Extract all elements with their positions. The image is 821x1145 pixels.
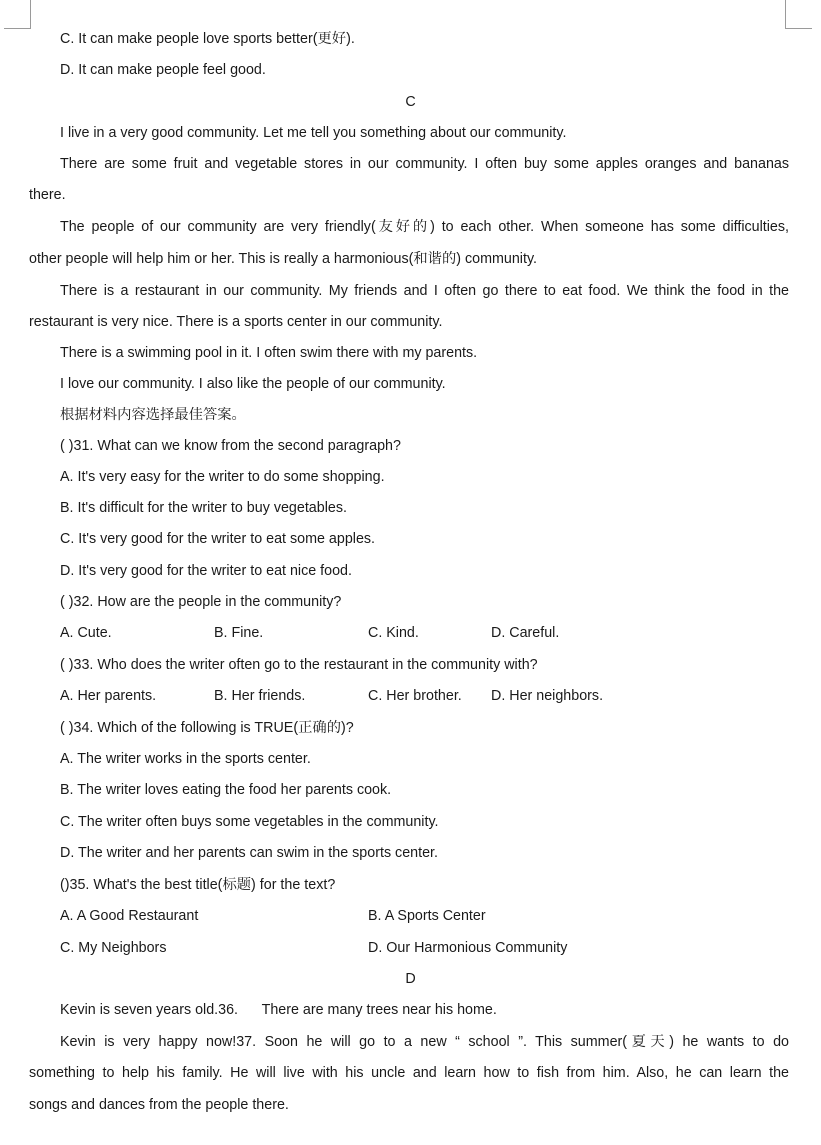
passage-c-paragraph-2-line-1: There are some fruit and vegetable stores in our community. I often buy some apples oranges and bananas <box>60 156 789 172</box>
section-c-heading: C <box>405 94 416 110</box>
question-33-option-b: B. Her friends. <box>214 688 306 704</box>
passage-c-paragraph-2-line-2: there. <box>29 187 66 203</box>
question-32-option-a: A. Cute. <box>60 625 112 641</box>
question-32-option-d: D. Careful. <box>491 625 560 641</box>
question-31-stem: ( )31. What can we know from the second paragraph? <box>60 438 401 454</box>
passage-d-paragraph-2-line-2: something to help his family. He will live with his uncle and learn how to fish from him. Also, he can learn the <box>29 1065 789 1081</box>
passage-d-paragraph-1: Kevin is seven years old.36. There are many trees near his home. <box>60 1002 497 1018</box>
question-34-option-d: D. The writer and her parents can swim in the sports center. <box>60 845 438 861</box>
passage-c-paragraph-4-line-1: There is a restaurant in our community. My friends and I often go there to eat food. We think the food in the <box>60 283 789 299</box>
passage-d-paragraph-2-line-3: songs and dances from the people there. <box>29 1097 289 1113</box>
passage-c-paragraph-6: I love our community. I also like the people of our community. <box>60 376 446 392</box>
instruction-text: 根据材料内容选择最佳答案。 <box>60 407 246 423</box>
question-34-option-c: C. The writer often buys some vegetables in the community. <box>60 814 439 830</box>
passage-d-paragraph-2-line-1: Kevin is very happy now!37. Soon he will go to a new “ school ”. This summer(夏天) he wants to do <box>60 1034 789 1050</box>
question-35-option-c: C. My Neighbors <box>60 940 167 956</box>
question-31-option-b: B. It's difficult for the writer to buy vegetables. <box>60 500 347 516</box>
question-32-stem: ( )32. How are the people in the community? <box>60 594 342 610</box>
passage-c-paragraph-3-line-1: The people of our community are very friendly(友好的) to each other. When someone has some difficulties, <box>60 219 789 235</box>
question-32-option-c: C. Kind. <box>368 625 419 641</box>
passage-c-paragraph-5: There is a swimming pool in it. I often swim there with my parents. <box>60 345 478 361</box>
question-32-option-b: B. Fine. <box>214 625 264 641</box>
passage-c-paragraph-4-line-2: restaurant is very nice. There is a sports center in our community. <box>29 314 443 330</box>
prev-option-d: D. It can make people feel good. <box>60 62 266 78</box>
question-35-stem: ()35. What's the best title(标题) for the text? <box>60 877 336 893</box>
question-33-option-d: D. Her neighbors. <box>491 688 604 704</box>
question-35-option-b: B. A Sports Center <box>368 908 486 924</box>
question-31-option-a: A. It's very easy for the writer to do some shopping. <box>60 469 385 485</box>
passage-c-paragraph-1: I live in a very good community. Let me tell you something about our community. <box>60 125 567 141</box>
question-34-option-a: A. The writer works in the sports center. <box>60 751 311 767</box>
passage-c-paragraph-3-line-2: other people will help him or her. This is really a harmonious(和谐的) community. <box>29 251 537 267</box>
question-35-option-a: A. A Good Restaurant <box>60 908 199 924</box>
question-33-stem: ( )33. Who does the writer often go to the restaurant in the community with? <box>60 657 538 673</box>
question-33-option-c: C. Her brother. <box>368 688 462 704</box>
prev-option-c: C. It can make people love sports better(更好). <box>60 31 355 47</box>
question-34-option-b: B. The writer loves eating the food her parents cook. <box>60 782 392 798</box>
question-33-option-a: A. Her parents. <box>60 688 157 704</box>
question-31-option-c: C. It's very good for the writer to eat some apples. <box>60 531 376 547</box>
section-d-heading: D <box>405 971 416 987</box>
question-31-option-d: D. It's very good for the writer to eat nice food. <box>60 563 352 579</box>
question-35-option-d: D. Our Harmonious Community <box>368 940 568 956</box>
question-34-stem: ( )34. Which of the following is TRUE(正确的)? <box>60 720 354 736</box>
